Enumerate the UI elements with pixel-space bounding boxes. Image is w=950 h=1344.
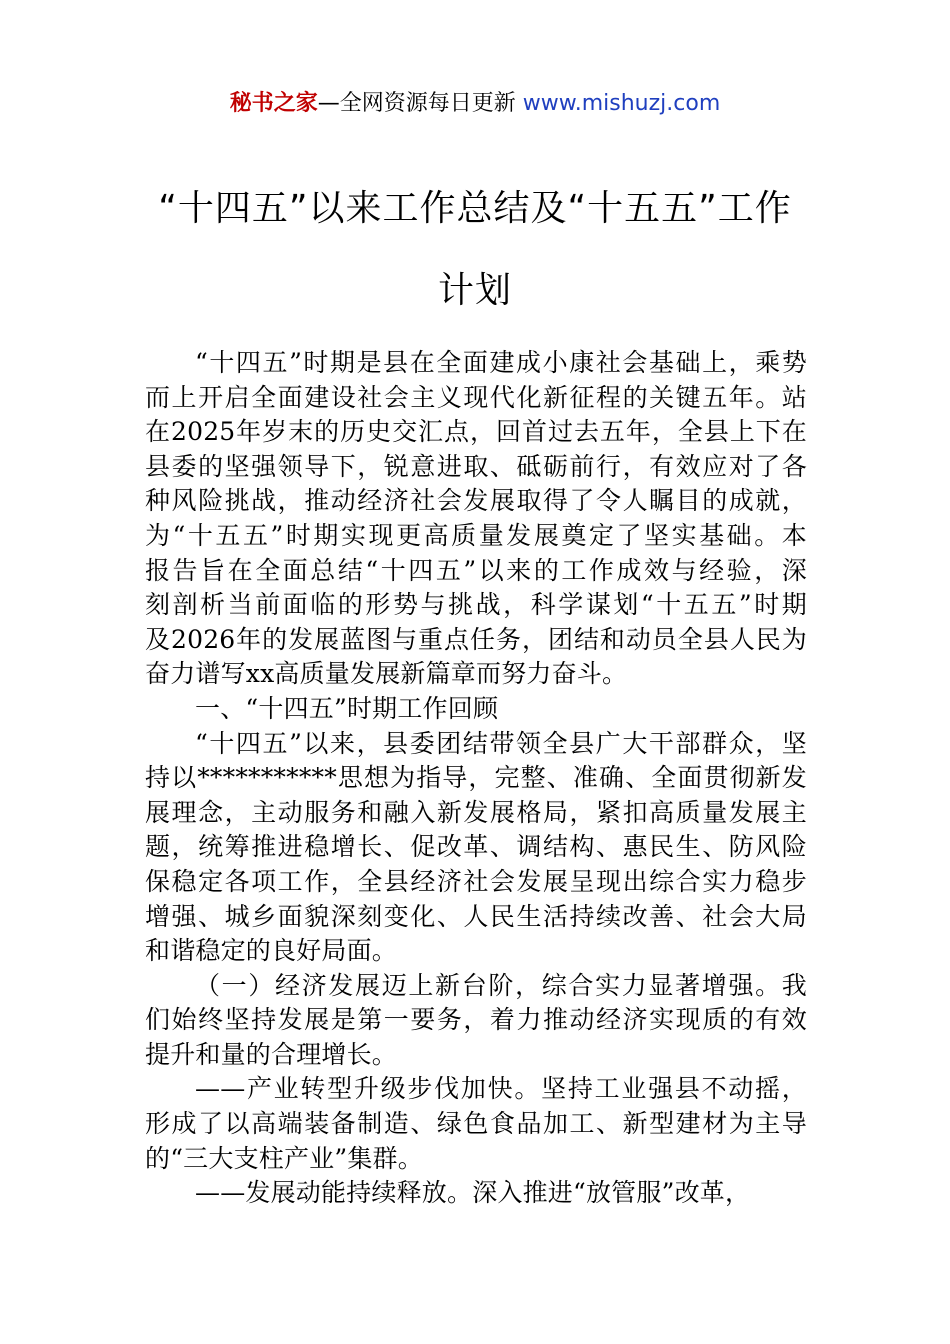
- document-body: [145, 346, 807, 1211]
- paragraph-line: 在2025年岁末的历史交汇点，回首过去五年，全县上下在: [145, 417, 807, 447]
- paragraph: [145, 692, 807, 727]
- paragraph-line: “十四五”以来，县委团结带领全县广大干部群众，坚: [195, 728, 807, 758]
- paragraph-line: 保稳定各项工作，全县经济社会发展呈现出综合实力稳步: [145, 866, 807, 896]
- site-slogan: —全网资源每日更新: [317, 91, 516, 116]
- site-url-link[interactable]: www.mishuzj.com: [522, 91, 721, 116]
- paragraph: [145, 727, 807, 969]
- title-line-1: “十四五”以来工作总结及“十五五”工作: [158, 188, 792, 229]
- paragraph-line: 及2026年的发展蓝图与重点任务，团结和动员全县人民为: [145, 624, 807, 654]
- paragraph-line: 的“三大支柱产业”集群。: [145, 1143, 423, 1173]
- paragraph-line: 持以***********思想为指导，完整、准确、全面贯彻新发: [145, 763, 807, 793]
- paragraph-line: 奋力谱写xx高质量发展新篇章而努力奋斗。: [145, 659, 628, 689]
- paragraph-line: 刻剖析当前面临的形势与挑战，科学谋划“十五五”时期: [145, 590, 807, 620]
- document-title: [120, 168, 830, 332]
- paragraph-line: ——发展动能持续释放。深入推进“放管服”改革，: [195, 1178, 751, 1208]
- site-brand: 秘书之家: [229, 91, 318, 116]
- paragraph-line: 为“十五五”时期实现更高质量发展奠定了坚实基础。本: [145, 520, 807, 550]
- paragraph-line: 县委的坚强领导下，锐意进取、砥砺前行，有效应对了各: [145, 451, 807, 481]
- paragraph-line: 形成了以高端装备制造、绿色食品加工、新型建材为主导: [145, 1109, 807, 1139]
- paragraph-line: ——产业转型升级步伐加快。坚持工业强县不动摇，: [195, 1074, 807, 1104]
- paragraph-line: 提升和量的合理增长。: [145, 1039, 398, 1069]
- paragraph-line: “十四五”时期是县在全面建成小康社会基础上，乘势: [195, 348, 807, 377]
- title-line-2: 计划: [437, 270, 512, 311]
- paragraph-line: 们始终坚持发展是第一要务，着力推动经济实现质的有效: [145, 1005, 807, 1035]
- paragraph: [145, 1072, 807, 1176]
- site-header: [0, 88, 950, 120]
- paragraph-line: 增强、城乡面貌深刻变化、人民生活持续改善、社会大局: [145, 901, 807, 931]
- paragraph-line: 种风险挑战，推动经济社会发展取得了令人瞩目的成就，: [145, 486, 807, 516]
- paragraph: [145, 969, 807, 1073]
- paragraph: [145, 1176, 807, 1211]
- paragraph-line: 题，统筹推进稳增长、促改革、调结构、惠民生、防风险: [145, 832, 807, 862]
- paragraph-line: 和谐稳定的良好局面。: [145, 936, 398, 966]
- paragraph-line: 报告旨在全面总结“十四五”以来的工作成效与经验，深: [145, 555, 807, 585]
- paragraph-line: （一）经济发展迈上新台阶，综合实力显著增强。我: [195, 970, 807, 1000]
- paragraph-line: 展理念，主动服务和融入新发展格局，紧扣高质量发展主: [145, 797, 807, 827]
- paragraph-line: 而上开启全面建设社会主义现代化新征程的关键五年。站: [145, 382, 807, 412]
- paragraph-line: 一、“十四五”时期工作回顾: [195, 693, 499, 723]
- paragraph: [145, 346, 807, 692]
